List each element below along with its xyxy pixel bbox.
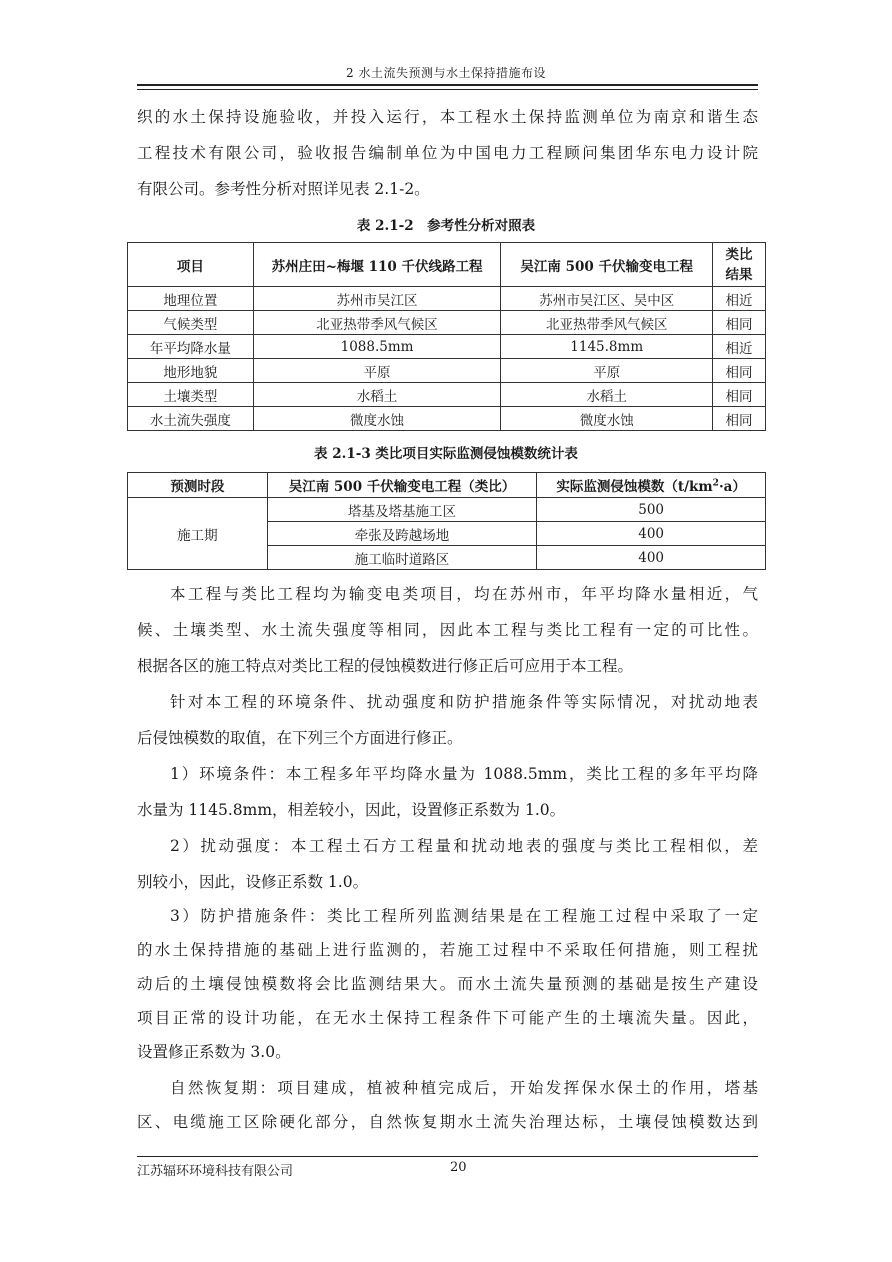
superscript: 2 — [712, 478, 719, 489]
table-cell: 苏州市吴江区、吴中区 — [501, 287, 713, 311]
table-row — [128, 498, 766, 522]
table-cell: 1088.5mm — [253, 335, 501, 359]
table-caption: 表 2.1-2 参考性分析对照表 — [356, 218, 536, 234]
table-cell: 1145.8mm — [501, 335, 713, 359]
table-cell: 施工临时道路区 — [267, 546, 537, 570]
paragraph-line: 1）环境条件：本工程多年平均降水量为 1088.5mm，类比工程的多年平均降 — [170, 765, 758, 783]
table-cell: 北亚热带季风气候区 — [501, 311, 713, 335]
table-cell: 500 — [537, 498, 766, 522]
table-cell: 塔基及塔基施工区 — [267, 498, 537, 522]
paragraph-line: 有限公司。参考性分析对照详见表 2.1-2。 — [137, 180, 430, 198]
table-cell: 400 — [537, 546, 766, 570]
comparison-table — [127, 242, 766, 431]
header-cell: 预测时段 — [128, 473, 268, 498]
paragraph-line: 根据各区的施工特点对类比工程的侵蚀模数进行修正后可应用于本工程。 — [137, 657, 634, 675]
table-cell: 水稻土 — [253, 383, 501, 407]
erosion-modulus-table — [127, 472, 766, 570]
paragraph-line: 区、电缆施工区除硬化部分，自然恢复期水土流失治理达标，土壤侵蚀模数达到 — [137, 1113, 758, 1131]
table-cell-period: 施工期 — [128, 498, 268, 570]
table-cell: 相同 — [713, 311, 766, 335]
table-cell: 相近 — [713, 287, 766, 311]
paragraph-line: 项目正常的设计功能，在无水土保持工程条件下可能产生的土壤流失量。因此， — [137, 1009, 758, 1027]
table-cell: 平原 — [501, 359, 713, 383]
running-header: 2 水土流失预测与水土保持措施布设 — [346, 66, 546, 80]
paragraph-line: 针对本工程的环境条件、扰动强度和防护措施条件等实际情况，对扰动地表 — [170, 693, 758, 711]
table-cell: 气候类型 — [128, 311, 254, 335]
table-cell: 相同 — [713, 383, 766, 407]
table-cell: 相同 — [713, 407, 766, 431]
paragraph-line: 3）防护措施条件：类比工程所列监测结果是在工程施工过程中采取了一定 — [170, 907, 758, 925]
table-row — [128, 407, 766, 431]
table-row — [128, 287, 766, 311]
table-row — [128, 311, 766, 335]
table-cell: 平原 — [253, 359, 501, 383]
header-cell: 吴江南 500 千伏输变电工程（类比） — [267, 473, 537, 498]
paragraph-line: 别较小，因此，设修正系数 1.0。 — [137, 873, 369, 891]
header-cell: 吴江南 500 千伏输变电工程 — [501, 243, 713, 287]
table-cell: 400 — [537, 522, 766, 546]
table-row — [128, 359, 766, 383]
header-cell: 苏州庄田~梅堰 110 千伏线路工程 — [253, 243, 501, 287]
table-cell: 土壤类型 — [128, 383, 254, 407]
paragraph-line: 的水土保持措施的基础上进行监测的，若施工过程中不采取任何措施，则工程扰 — [137, 941, 758, 959]
table-cell: 年平均降水量 — [128, 335, 254, 359]
table-cell: 地形地貌 — [128, 359, 254, 383]
header-text: ·a） — [718, 479, 746, 495]
header-cell — [537, 473, 766, 498]
header-cell-line: 结果 — [725, 266, 753, 283]
table-cell: 北亚热带季风气候区 — [253, 311, 501, 335]
header-text: 实际监测侵蚀模数（t/km — [556, 479, 713, 495]
paragraph-line: 水量为 1145.8mm，相差较小，因此，设置修正系数为 1.0。 — [137, 801, 566, 819]
header-rule — [137, 84, 758, 86]
table-caption: 表 2.1-3 类比项目实际监测侵蚀模数统计表 — [314, 446, 578, 462]
table-cell: 地理位置 — [128, 287, 254, 311]
table-cell: 牵张及跨越场地 — [267, 522, 537, 546]
paragraph-line: 动后的土壤侵蚀模数将会比监测结果大。而水土流失量预测的基础是按生产建设 — [137, 975, 758, 993]
table-cell: 水土流失强度 — [128, 407, 254, 431]
header-cell-line: 类比 — [725, 246, 753, 263]
table-header-row — [128, 243, 766, 287]
table-cell: 相近 — [713, 335, 766, 359]
paragraph-line: 工程技术有限公司，验收报告编制单位为中国电力工程顾问集团华东电力设计院 — [137, 144, 758, 162]
paragraph-line: 织的水土保持设施验收，并投入运行，本工程水土保持监测单位为南京和谐生态 — [137, 108, 758, 126]
table-row — [128, 383, 766, 407]
paragraph-line: 自然恢复期：项目建成，植被种植完成后，开始发挥保水保土的作用，塔基 — [170, 1079, 758, 1097]
footer-company: 江苏辐环环境科技有限公司 — [137, 1164, 294, 1179]
paragraph-line: 设置修正系数为 3.0。 — [137, 1043, 291, 1061]
table-cell: 苏州市吴江区 — [253, 287, 501, 311]
table-header-row — [128, 473, 766, 498]
page-number: 20 — [450, 1160, 467, 1175]
header-cell — [713, 243, 766, 287]
table-row — [128, 335, 766, 359]
table-cell: 相同 — [713, 359, 766, 383]
paragraph-line: 本工程与类比工程均为输变电类项目，均在苏州市，年平均降水量相近，气 — [170, 585, 758, 603]
paragraph-line: 候、土壤类型、水土流失强度等相同，因此本工程与类比工程有一定的可比性。 — [137, 621, 758, 639]
table-cell: 水稻土 — [501, 383, 713, 407]
footer-rule — [137, 1156, 758, 1157]
table-cell: 微度水蚀 — [253, 407, 501, 431]
table-cell: 微度水蚀 — [501, 407, 713, 431]
header-rule-thin — [137, 89, 758, 90]
header-cell: 项目 — [128, 243, 254, 287]
paragraph-line: 2）扰动强度：本工程土石方工程量和扰动地表的强度与类比工程相似，差 — [170, 837, 758, 855]
paragraph-line: 后侵蚀模数的取值，在下列三个方面进行修正。 — [137, 729, 463, 747]
